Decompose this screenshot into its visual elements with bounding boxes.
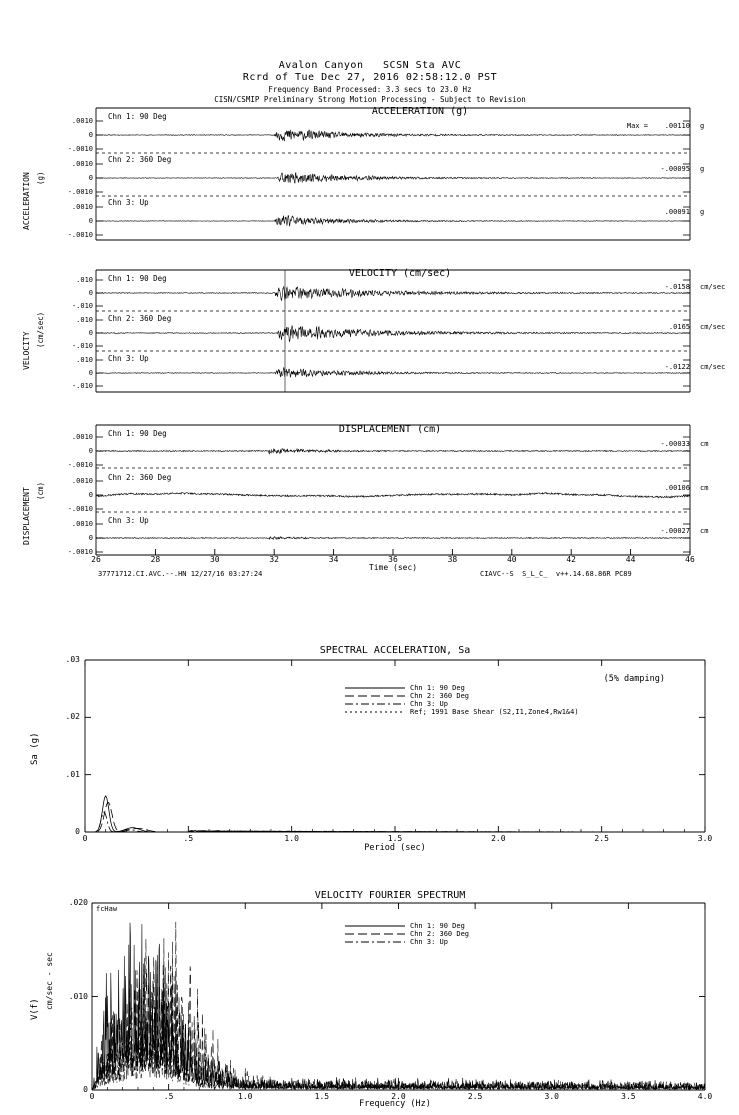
sa-title: SPECTRAL ACCELERATION, Sa bbox=[319, 645, 471, 656]
time-tick-32: 32 bbox=[269, 555, 280, 564]
figure-title: Avalon Canyon SCSN Sta AVC bbox=[278, 60, 462, 71]
time-tick-28: 28 bbox=[150, 555, 161, 564]
fs-x-tick-7: 3.5 bbox=[621, 1092, 636, 1101]
fs-x-tick-6: 3.0 bbox=[544, 1092, 559, 1101]
sa-legend-item-1: Chn 2: 360 Deg bbox=[410, 692, 470, 700]
time-tick-26: 26 bbox=[91, 555, 101, 564]
acc-ch1-unit: g bbox=[700, 122, 705, 130]
time-tick-36: 36 bbox=[388, 555, 398, 564]
fs-title: VELOCITY FOURIER SPECTRUM bbox=[314, 890, 466, 901]
acc-ch1-zero-tick: 0 bbox=[88, 131, 93, 139]
sa-legend-item-3: Ref; 1991 Base Shear (S2,I1,Zone4,Rw1&4) bbox=[410, 708, 579, 716]
vel-ch3-bottom-tick: -.010 bbox=[71, 382, 93, 390]
fs-legend-item-2: Chn 3: Up bbox=[410, 938, 448, 946]
vel-ch1-top-tick: .010 bbox=[76, 276, 93, 284]
sa-y-tick-3: .03 bbox=[65, 655, 80, 664]
acc-ch2-bottom-tick: -.0010 bbox=[67, 188, 93, 196]
time-tick-46: 46 bbox=[685, 555, 695, 564]
acc-ch1-top-tick: .0010 bbox=[71, 117, 93, 125]
vel-ch1-bottom-tick: -.010 bbox=[71, 302, 93, 310]
dsp-ch3-zero-tick: 0 bbox=[88, 534, 93, 542]
sa-x-tick-4: 2.0 bbox=[491, 834, 506, 843]
dsp-ch2-unit: cm bbox=[700, 484, 709, 492]
acceleration-traces bbox=[96, 130, 690, 227]
fs-x-tick-2: 1.0 bbox=[238, 1092, 253, 1101]
acc-max-label: Max = bbox=[626, 122, 648, 130]
sa-y-tick-0: 0 bbox=[75, 827, 80, 836]
acceleration-axis-units: (g) bbox=[36, 171, 45, 185]
fs-y-tick-0: 0 bbox=[83, 1085, 88, 1094]
footer-left: 37771712.CI.AVC.--.HN 12/27/16 03:27:24 bbox=[98, 570, 263, 578]
fs-corner-label: fcHaw bbox=[96, 905, 118, 913]
time-tick-34: 34 bbox=[328, 555, 339, 564]
acceleration-title: ACCELERATION (g) bbox=[371, 106, 469, 117]
sa-x-tick-3: 1.5 bbox=[387, 834, 403, 843]
vel-ch2-label: Chn 2: 360 Deg bbox=[108, 314, 172, 323]
fs-y-axis-units: cm/sec - sec bbox=[45, 952, 54, 1010]
acceleration-axes bbox=[96, 108, 690, 240]
vel-ch3-unit: cm/sec bbox=[700, 363, 726, 371]
acc-ch2-unit: g bbox=[700, 165, 705, 173]
fs-legend-lines bbox=[345, 926, 405, 942]
dsp-ch2-zero-tick: 0 bbox=[88, 491, 93, 499]
acc-ch3-peak: .00091 bbox=[664, 208, 690, 216]
fs-x-tick-1: .5 bbox=[163, 1092, 174, 1101]
acc-ch3-bottom-tick: -.0010 bbox=[67, 231, 93, 239]
fs-x-tick-0: 0 bbox=[89, 1092, 95, 1101]
fs-x-axis-label: Frequency (Hz) bbox=[359, 1099, 431, 1109]
acc-ch3-top-tick: .0010 bbox=[71, 203, 93, 211]
dsp-ch1-label: Chn 1: 90 Deg bbox=[108, 429, 167, 438]
vel-ch3-peak: -.0122 bbox=[664, 363, 690, 371]
sa-x-tick-6: 3.0 bbox=[697, 834, 713, 843]
sa-legend-item-2: Chn 3: Up bbox=[410, 700, 448, 708]
dsp-ch3-unit: cm bbox=[700, 527, 709, 535]
record-datetime: Rcrd of Tue Dec 27, 2016 02:58:12.0 PST bbox=[242, 72, 498, 83]
frequency-band-note: Frequency Band Processed: 3.3 secs to 23.0 Hz bbox=[268, 85, 472, 94]
sa-damping-note: (5% damping) bbox=[603, 674, 665, 684]
sa-y-tick-1: .01 bbox=[65, 769, 80, 779]
acc-ch2-top-tick: .0010 bbox=[71, 160, 93, 168]
vel-ch2-top-tick: .010 bbox=[76, 316, 93, 324]
vel-ch3-zero-tick: 0 bbox=[88, 369, 93, 377]
velocity-axis-label: VELOCITY bbox=[22, 331, 31, 370]
dsp-ch2-bottom-tick: -.0010 bbox=[67, 505, 93, 513]
sa-x-axis-label: Period (sec) bbox=[364, 843, 426, 853]
fs-x-tick-4: 2.0 bbox=[391, 1092, 406, 1101]
fs-x-tick-5: 2.5 bbox=[467, 1092, 483, 1101]
time-tick-44: 44 bbox=[625, 555, 636, 564]
fs-y-axis-label: V(f) bbox=[30, 998, 40, 1020]
time-tick-40: 40 bbox=[506, 555, 517, 564]
sa-x-tick-0: 0 bbox=[82, 834, 88, 843]
vel-ch1-peak: -.0158 bbox=[664, 283, 690, 291]
acc-ch3-unit: g bbox=[700, 208, 705, 216]
fs-y-tick-2: .020 bbox=[68, 898, 88, 907]
vel-ch2-bottom-tick: -.010 bbox=[71, 342, 93, 350]
sa-y-axis-label: Sa (g) bbox=[30, 732, 40, 765]
dsp-ch3-label: Chn 3: Up bbox=[108, 516, 149, 525]
fs-x-tick-8: 4.0 bbox=[697, 1092, 713, 1101]
fs-legend-item-1: Chn 2: 360 Deg bbox=[410, 930, 470, 938]
time-axis-label: Time (sec) bbox=[368, 563, 418, 572]
time-tick-30: 30 bbox=[209, 555, 220, 564]
velocity-title: VELOCITY (cm/sec) bbox=[348, 268, 452, 279]
dsp-ch1-zero-tick: 0 bbox=[88, 447, 93, 455]
vel-ch2-zero-tick: 0 bbox=[88, 329, 93, 337]
vel-ch2-peak: .0165 bbox=[668, 323, 690, 331]
acc-ch1-label: Chn 1: 90 Deg bbox=[108, 112, 167, 121]
dsp-ch1-peak: -.00033 bbox=[660, 440, 690, 448]
acc-ch2-label: Chn 2: 360 Deg bbox=[108, 155, 172, 164]
vel-ch1-unit: cm/sec bbox=[700, 283, 726, 291]
acc-ch3-zero-tick: 0 bbox=[88, 217, 93, 225]
displacement-title: DISPLACEMENT (cm) bbox=[338, 424, 442, 435]
time-tick-42: 42 bbox=[566, 555, 577, 564]
dsp-ch2-peak: .00106 bbox=[664, 484, 690, 492]
sa-legend-item-0: Chn 1: 90 Deg bbox=[410, 684, 465, 692]
fs-x-tick-3: 1.5 bbox=[314, 1092, 330, 1101]
sa-x-tick-5: 2.5 bbox=[594, 834, 609, 843]
sa-y-tick-2: .02 bbox=[65, 712, 80, 722]
displacement-axis-units: (cm) bbox=[36, 481, 45, 500]
acc-ch1-peak: .00110 bbox=[664, 122, 690, 130]
dsp-ch1-bottom-tick: -.0010 bbox=[67, 461, 93, 469]
displacement-axis-label: DISPLACEMENT bbox=[22, 487, 31, 545]
vel-ch3-label: Chn 3: Up bbox=[108, 354, 149, 363]
sa-x-tick-1: .5 bbox=[183, 834, 194, 843]
fs-legend-item-0: Chn 1: 90 Deg bbox=[410, 922, 465, 930]
sa-x-tick-2: 1.0 bbox=[284, 834, 299, 843]
acc-ch2-zero-tick: 0 bbox=[88, 174, 93, 182]
displacement-traces bbox=[96, 449, 690, 540]
fs-y-tick-1: .010 bbox=[68, 991, 88, 1001]
velocity-axis-units: (cm/sec) bbox=[36, 311, 45, 348]
footer-right: CIAVC--S S_L_C_ v++.14.68.86R PC89 bbox=[480, 570, 632, 578]
acceleration-axis-label: ACCELERATION bbox=[22, 172, 31, 230]
vel-ch3-top-tick: .010 bbox=[76, 356, 93, 364]
acc-ch2-peak: -.00095 bbox=[660, 165, 690, 173]
sa-legend-lines bbox=[345, 688, 405, 712]
dsp-ch2-top-tick: .0010 bbox=[71, 477, 93, 485]
dsp-ch1-unit: cm bbox=[700, 440, 709, 448]
dsp-ch2-label: Chn 2: 360 Deg bbox=[108, 473, 172, 482]
vel-ch1-zero-tick: 0 bbox=[88, 289, 93, 297]
vel-ch2-unit: cm/sec bbox=[700, 323, 726, 331]
acc-ch3-label: Chn 3: Up bbox=[108, 198, 149, 207]
dsp-ch1-top-tick: .0010 bbox=[71, 433, 93, 441]
displacement-axes bbox=[96, 425, 690, 555]
processing-note: CISN/CSMIP Preliminary Strong Motion Processing - Subject to Revision bbox=[214, 95, 526, 104]
time-tick-38: 38 bbox=[447, 555, 458, 564]
vel-ch1-label: Chn 1: 90 Deg bbox=[108, 274, 167, 283]
fs-traces bbox=[92, 922, 705, 1090]
dsp-ch3-bottom-tick: -.0010 bbox=[67, 548, 93, 556]
velocity-traces bbox=[96, 286, 690, 377]
sa-axes bbox=[85, 660, 705, 832]
dsp-ch3-peak: -.00027 bbox=[660, 527, 690, 535]
dsp-ch3-top-tick: .0010 bbox=[71, 520, 93, 528]
acc-ch1-bottom-tick: -.0010 bbox=[67, 145, 93, 153]
